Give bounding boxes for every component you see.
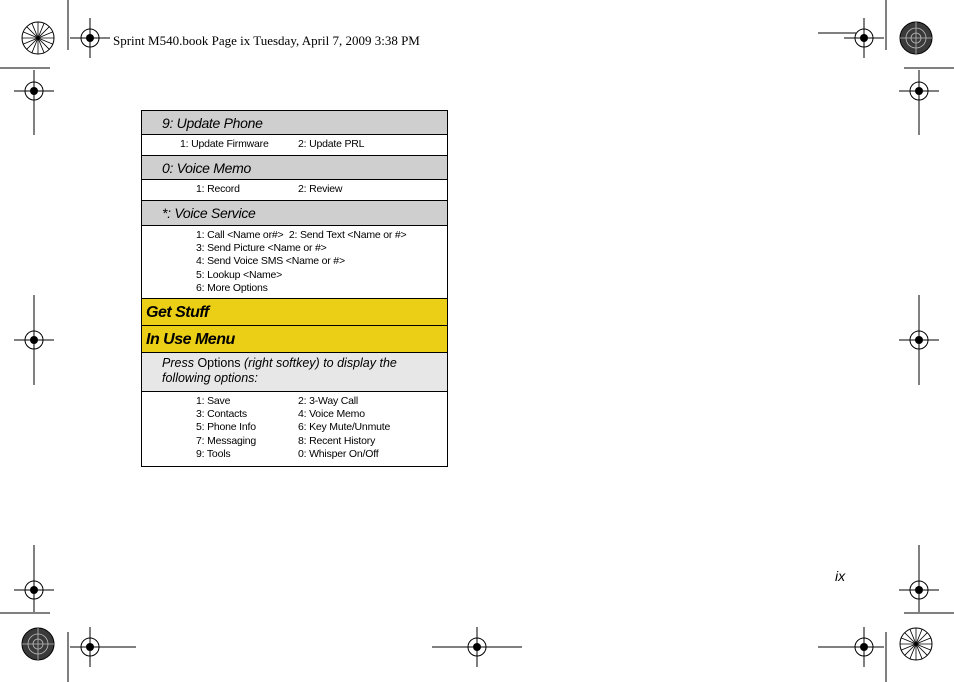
menu-item: 6: Key Mute/Unmute (298, 421, 391, 434)
section-header-voice-service: *: Voice Service (142, 201, 447, 226)
menu-item: 1: Save (196, 395, 231, 407)
in-use-menu-items (142, 392, 447, 466)
note-prefix: Press (162, 356, 198, 370)
page-number: ix (835, 568, 846, 584)
menu-item: 3: Contacts (196, 408, 247, 421)
section-title-in-use-menu: In Use Menu (142, 326, 447, 353)
menu-item: 1: Update Firmware (180, 138, 269, 150)
menu-item: 1: Record (196, 183, 240, 195)
note-suffix: (right softkey) to display the following options: (162, 356, 397, 385)
menu-item: 2: Review (298, 183, 343, 195)
menu-item: 2: Send Text <Name or #> (288, 229, 407, 241)
section-title-get-stuff: Get Stuff (142, 299, 447, 326)
menu-item: 4: Voice Memo (298, 408, 365, 421)
menu-item: 8: Recent History (298, 434, 376, 447)
menu-item: 6: More Options (196, 281, 268, 294)
menu-item: 3: Send Picture <Name or #> (196, 242, 327, 255)
section-header-update-phone: 9: Update Phone (142, 111, 447, 135)
menu-item: 2: Update PRL (298, 138, 365, 150)
section-header-voice-memo: 0: Voice Memo (142, 156, 447, 180)
menu-item: 9: Tools (196, 447, 231, 460)
menu-item: 1: Call <Name or#> (196, 229, 284, 241)
menu-item: 5: Lookup <Name> (196, 268, 283, 281)
menu-item: 7: Messaging (196, 434, 257, 447)
in-use-menu-instruction (142, 353, 447, 392)
menu-item: 2: 3-Way Call (298, 395, 359, 407)
update-phone-items (142, 135, 447, 156)
menu-item: 5: Phone Info (196, 421, 256, 434)
menu-item: 0: Whisper On/Off (298, 447, 379, 460)
book-header: Sprint M540.book Page ix Tuesday, April 7, 2009 3:38 PM (113, 33, 420, 48)
menu-table (141, 110, 448, 467)
voice-memo-items (142, 180, 447, 201)
voice-service-items (142, 226, 447, 299)
menu-item: 4: Send Voice SMS <Name or #> (196, 255, 345, 268)
options-softkey-label: Options (197, 356, 241, 370)
